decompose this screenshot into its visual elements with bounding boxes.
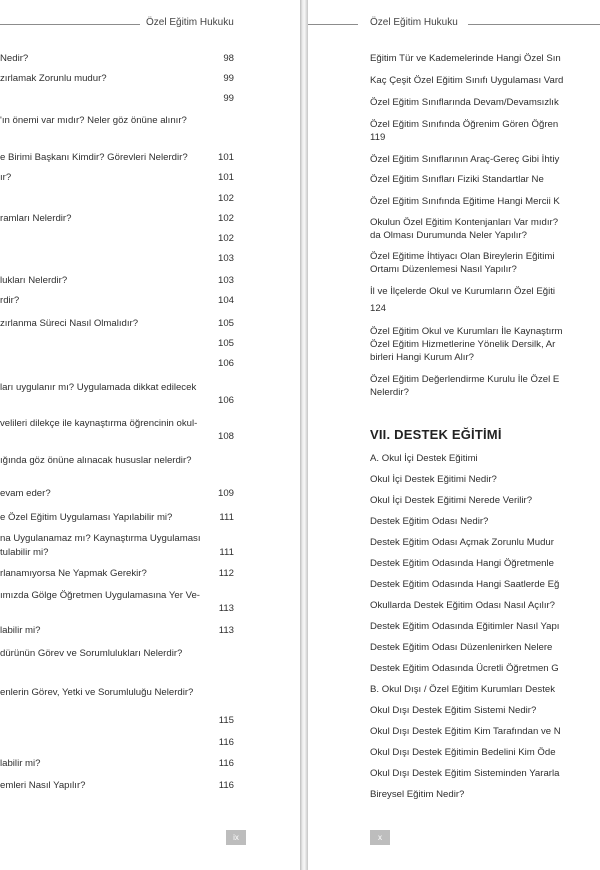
toc-entry: Özel Eğitim Sınıflarının Araç-Gereç Gibi İhtiy [370, 154, 560, 165]
section-heading: VII. DESTEK EĞİTİMİ [370, 427, 502, 442]
toc-entry: Özel Eğitim Sınıfında Öğrenim Gören Öğren [370, 119, 559, 130]
toc-entry-title: ramları Nelerdir? [0, 213, 72, 224]
toc-entry-page: 105 [217, 318, 234, 329]
toc-entry [0, 431, 234, 443]
toc-entry [0, 93, 234, 105]
toc-entry-title: ımızda Gölge Öğretmen Uygulamasına Yer Ve- [0, 590, 200, 601]
toc-entry [0, 73, 234, 85]
left-header-title: Özel Eğitim Hukuku [140, 17, 240, 28]
toc-entry: birleri Hangi Kurum Alır? [370, 352, 474, 363]
toc-entry: Destek Eğitim Odasında Eğitimler Nasıl Yapı [370, 621, 560, 632]
toc-entry [0, 338, 234, 350]
toc-entry [0, 687, 234, 699]
toc-entry: Özel Eğitim Değerlendirme Kurulu İle Özel E [370, 374, 560, 385]
toc-entry-page: 101 [217, 172, 234, 183]
toc-entry-title: na Uygulanamaz mı? Kaynaştırma Uygulaması [0, 533, 201, 544]
toc-entry-title: dürünün Görev ve Sorumlulukları Nelerdir? [0, 648, 183, 659]
toc-entry: Bireysel Eğitim Nedir? [370, 789, 465, 800]
toc-entry-page: 102 [217, 233, 234, 244]
toc-entry: Destek Eğitim Odası Açmak Zorunlu Mudur [370, 537, 554, 548]
toc-entry-page: 103 [217, 275, 234, 286]
toc-entry-title: enlerin Görev, Yetki ve Sorumluluğu Nelerdir? [0, 687, 194, 698]
toc-entry: Okulun Özel Eğitim Kontenjanları Var mıdır? [370, 217, 559, 228]
toc-entry-title: emleri Nasıl Yapılır? [0, 780, 86, 791]
right-header-rule-right [468, 24, 600, 25]
toc-entry-page: 116 [218, 780, 234, 791]
right-header-title: Özel Eğitim Hukuku [364, 17, 464, 28]
toc-entry: Özel Eğitime İhtiyacı Olan Bireylerin Eğitimi [370, 251, 555, 262]
toc-entry-page: 108 [217, 431, 234, 442]
right-page [308, 0, 600, 870]
toc-entry: Okul Dışı Destek Eğitim Kim Tarafından ve N [370, 726, 561, 737]
toc-entry: Okul Dışı Destek Eğitim Sisteminden Yararla [370, 768, 560, 779]
toc-entry [0, 715, 234, 727]
toc-entry-title: tulabilir mi? [0, 547, 49, 558]
toc-entry [0, 533, 234, 545]
toc-entry [0, 603, 234, 615]
toc-entry-page: 98 [223, 53, 234, 64]
toc-entry: Okul Dışı Destek Eğitimin Bedelini Kim Öde [370, 747, 556, 758]
toc-entry-title: ır? [0, 172, 12, 183]
toc-entry-title: rdir? [0, 295, 20, 306]
toc-entry: Okullarda Destek Eğitim Odası Nasıl Açılır? [370, 600, 556, 611]
toc-entry [0, 547, 234, 559]
toc-entry-title: e Özel Eğitim Uygulaması Yapılabilir mi? [0, 512, 173, 523]
toc-entry [0, 455, 234, 467]
toc-entry: B. Okul Dışı / Özel Eğitim Kurumları Destek [370, 684, 555, 695]
toc-entry [0, 358, 234, 370]
toc-entry: Okul Dışı Destek Eğitim Sistemi Nedir? [370, 705, 537, 716]
toc-entry: Özel Eğitim Okul ve Kurumları İle Kaynaştırm [370, 326, 563, 337]
toc-entry: Ortamı Düzenlemesi Nasıl Yapılır? [370, 264, 517, 275]
toc-entry [0, 780, 234, 792]
toc-entry: Eğitim Tür ve Kademelerinde Hangi Özel Sın [370, 53, 561, 64]
toc-entry-page: 99 [223, 93, 234, 104]
left-page-number: ix [226, 830, 246, 845]
book-gutter [300, 0, 308, 870]
toc-entry [0, 152, 234, 164]
toc-entry-title: labilir mi? [0, 625, 41, 636]
toc-entry-page: 109 [217, 488, 234, 499]
toc-entry [0, 318, 234, 330]
toc-entry-page: 113 [218, 603, 234, 614]
toc-entry [0, 193, 234, 205]
right-header-rule-left [308, 24, 358, 25]
toc-entry: Kaç Çeşit Özel Eğitim Sınıfı Uygulaması Vard [370, 75, 564, 86]
toc-entry [0, 295, 234, 307]
toc-entry-page: 111 [219, 547, 234, 558]
toc-entry: Özel Eğitim Hizmetlerine Yönelik Dersilk, Ar [370, 339, 556, 350]
toc-entry: Okul İçi Destek Eğitimi Nerede Verilir? [370, 495, 533, 506]
toc-entry-page: 113 [218, 625, 234, 636]
toc-entry-title: ığında göz önüne alınacak hususlar nelerdir? [0, 455, 192, 466]
toc-entry [0, 648, 234, 660]
toc-entry-page: 103 [217, 253, 234, 264]
toc-entry-page: 106 [217, 358, 234, 369]
toc-entry: Destek Eğitim Odası Nedir? [370, 516, 489, 527]
toc-entry [0, 213, 234, 225]
toc-entry-page: 105 [217, 338, 234, 349]
toc-entry-page: 102 [217, 193, 234, 204]
toc-entry: Destek Eğitim Odasında Ücretli Öğretmen G [370, 663, 559, 674]
toc-entry [0, 253, 234, 265]
toc-entry-title: evam eder? [0, 488, 51, 499]
toc-entry [0, 488, 234, 500]
toc-entry: 119 [370, 132, 386, 143]
toc-entry [0, 418, 234, 430]
toc-entry-page: 106 [217, 395, 234, 406]
toc-entry-title: e Birimi Başkanı Kimdir? Görevleri Nelerdir? [0, 152, 188, 163]
toc-entry [0, 590, 234, 602]
toc-entry [0, 758, 234, 770]
toc-entry [0, 568, 234, 580]
toc-entry: Destek Eğitim Odasında Hangi Öğretmenle [370, 558, 554, 569]
toc-entry: Özel Eğitim Sınıfları Fiziki Standartlar Ne [370, 174, 544, 185]
toc-entry-page: 116 [218, 758, 234, 769]
toc-entry [0, 53, 234, 65]
toc-entry: Okul İçi Destek Eğitimi Nedir? [370, 474, 497, 485]
toc-entry: Destek Eğitim Odası Düzenlenirken Nelere [370, 642, 553, 653]
toc-entry-title: 'ın önemi var mıdır? Neler göz önüne alınır? [0, 115, 187, 126]
toc-entry-page: 112 [218, 568, 234, 579]
toc-entry [0, 737, 234, 749]
toc-entry-page: 116 [218, 737, 234, 748]
toc-entry [0, 512, 234, 524]
right-page-number: x [370, 830, 390, 845]
toc-entry: Özel Eğitim Sınıflarında Devam/Devamsızlık [370, 97, 559, 108]
toc-entry-page: 104 [217, 295, 234, 306]
toc-entry: 124 [370, 303, 387, 314]
toc-entry-title: lukları Nelerdir? [0, 275, 68, 286]
toc-entry [0, 115, 234, 127]
toc-entry-page: 99 [223, 73, 234, 84]
toc-entry-title: rlanamıyorsa Ne Yapmak Gerekir? [0, 568, 147, 579]
toc-entry: A. Okul İçi Destek Eğitimi [370, 453, 478, 464]
toc-entry-title: ları uygulanır mı? Uygulamada dikkat edilecek [0, 382, 197, 393]
toc-entry [0, 172, 234, 184]
toc-entry-page: 102 [217, 213, 234, 224]
toc-entry-title: zırlamak Zorunlu mudur? [0, 73, 107, 84]
toc-entry-title: Nedir? [0, 53, 29, 64]
toc-entry [0, 395, 234, 407]
toc-entry-page: 101 [217, 152, 234, 163]
toc-entry-title: zırlanma Süreci Nasıl Olmalıdır? [0, 318, 139, 329]
toc-entry-title: labilir mi? [0, 758, 41, 769]
toc-entry: Destek Eğitim Odasında Hangi Saatlerde Eğ [370, 579, 560, 590]
toc-entry-page: 111 [219, 512, 234, 523]
toc-entry [0, 625, 234, 637]
toc-entry: İl ve İlçelerde Okul ve Kurumların Özel Eğiti [370, 286, 556, 297]
toc-entry [0, 382, 234, 394]
toc-entry: Özel Eğitim Sınıfında Eğitime Hangi Mercii K [370, 196, 560, 207]
toc-entry: da Olması Durumunda Neler Yapılır? [370, 230, 527, 241]
toc-entry [0, 275, 234, 287]
toc-entry-page: 115 [218, 715, 234, 726]
toc-entry: Nelerdir? [370, 387, 409, 398]
toc-entry [0, 233, 234, 245]
toc-entry-title: velileri dilekçe ile kaynaştırma öğrencinin okul- [0, 418, 198, 429]
